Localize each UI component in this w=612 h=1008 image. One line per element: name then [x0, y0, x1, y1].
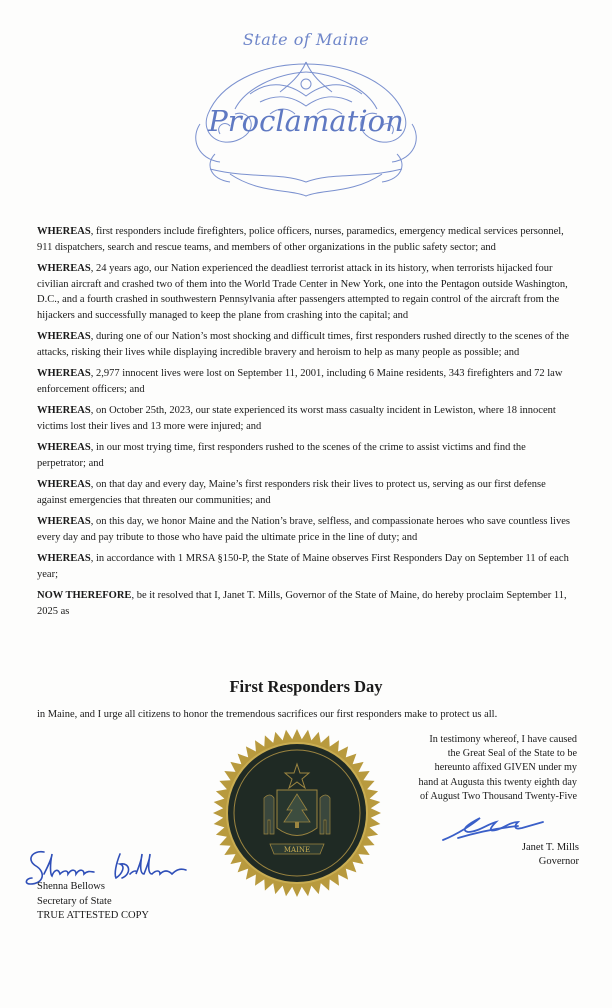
resolution-paragraph [37, 588, 577, 619]
seal-banner-text: MAINE [283, 846, 311, 854]
paragraph-text: , in our most trying time, first responders rushed to the scenes of the crime to assist victims and find the perpetrator; and [37, 442, 526, 469]
secretary-name: Shenna Bellows [37, 881, 105, 892]
paragraph-lead: WHEREAS [37, 405, 91, 416]
governor-title: Governor [538, 856, 579, 867]
paragraph-lead: WHEREAS [37, 553, 91, 564]
paragraph-text: , 2,977 innocent lives were lost on September 11, 2001, including 6 Maine residents, 343 firefighters and 72 law enforcement officers; and [37, 368, 563, 395]
paragraph-lead: WHEREAS [37, 442, 91, 453]
whereas-paragraph [37, 329, 577, 360]
whereas-paragraph [37, 224, 577, 255]
paragraph-lead: WHEREAS [37, 331, 91, 342]
whereas-paragraph [37, 514, 577, 545]
paragraph-text: , on that day and every day, Maine’s first responders risk their lives to protect us, serving as our first defense against emergencies that threaten our communities; and [37, 479, 546, 506]
whereas-paragraph [37, 261, 577, 323]
testimony-line: hereunto affixed GIVEN under my [434, 762, 577, 774]
whereas-paragraph [37, 366, 577, 397]
testimony-line: In testimony whereof, I have caused [429, 734, 577, 745]
paragraph-text: , be it resolved that I, Janet T. Mills, Governor of the State of Maine, do hereby proclaim September 11, 2025 as [37, 590, 567, 617]
great-seal-of-maine [212, 728, 382, 898]
paragraph-text: , first responders include firefighters, police officers, nurses, paramedics, emergency medical services personnel, 911 dispatchers, search and rescue teams, and members of other organizations in the public safety sector; and [37, 226, 564, 253]
whereas-paragraph [37, 477, 577, 508]
proclamation-body [37, 224, 577, 625]
paragraph-text: , on October 25th, 2023, our state experienced its worst mass casualty incident in Lewiston, where 18 innocent victims lost their lives and 13 more were injured; and [37, 405, 556, 432]
testimony-line: hand at Augusta this twenty eighth day [418, 776, 577, 788]
paragraph-text: , in accordance with 1 MRSA §150-P, the State of Maine observes First Responders Day on September 11 of each year; [37, 553, 569, 580]
whereas-paragraph [37, 403, 577, 434]
paragraph-lead: WHEREAS [37, 263, 91, 274]
paragraph-lead: WHEREAS [37, 516, 91, 527]
whereas-paragraph [37, 440, 577, 471]
closing-statement: in Maine, and I urge all citizens to honor the tremendous sacrifices our first responders make to protect us all. [37, 709, 498, 720]
governor-name: Janet T. Mills [521, 842, 579, 853]
paragraph-lead: WHEREAS [37, 479, 91, 490]
secretary-block [37, 880, 149, 924]
secretary-title: Secretary of State [37, 895, 112, 907]
proclamation-header [0, 0, 612, 210]
paragraph-text: , on this day, we honor Maine and the Nation’s brave, selfless, and compassionate heroes who save countless lives every day and pay tribute to those who have paid the ultimate price in the line of duty; and [37, 516, 570, 543]
paragraph-lead: WHEREAS [37, 368, 91, 379]
day-title: First Responders Day [229, 677, 383, 696]
paragraph-lead: NOW THEREFORE [37, 590, 132, 601]
testimony-line: of August Two Thousand Twenty-Five [419, 790, 577, 802]
paragraph-text: , during one of our Nation’s most shocking and difficult times, first responders rushed directly to the scenes of the attacks, risking their lives while displaying incredible bravery and heroism to help as many people as possible; and [37, 331, 570, 358]
whereas-paragraph [37, 551, 577, 582]
paragraph-text: , 24 years ago, our Nation experienced the deadliest terrorist attack in its history, when terrorists hijacked four civilian aircraft and crashed two of them into the World Trade Center in New York, one into the Pentagon outside Washington, D.C., and a fourth crashed in southwestern Pennsylvania after passengers attempted to regain control of the aircraft from the hijackers and successfully managed to keep the plane from crashing into the capital; and [37, 263, 568, 321]
proclamation-title: Proclamation [208, 104, 404, 138]
governor-block [522, 841, 579, 869]
testimony-block [357, 733, 577, 804]
state-title: State of Maine [242, 30, 370, 49]
testimony-line: the Great Seal of the State to be [447, 748, 577, 760]
paragraph-lead: WHEREAS [37, 226, 91, 237]
attestation-note: TRUE ATTESTED COPY [37, 910, 150, 921]
